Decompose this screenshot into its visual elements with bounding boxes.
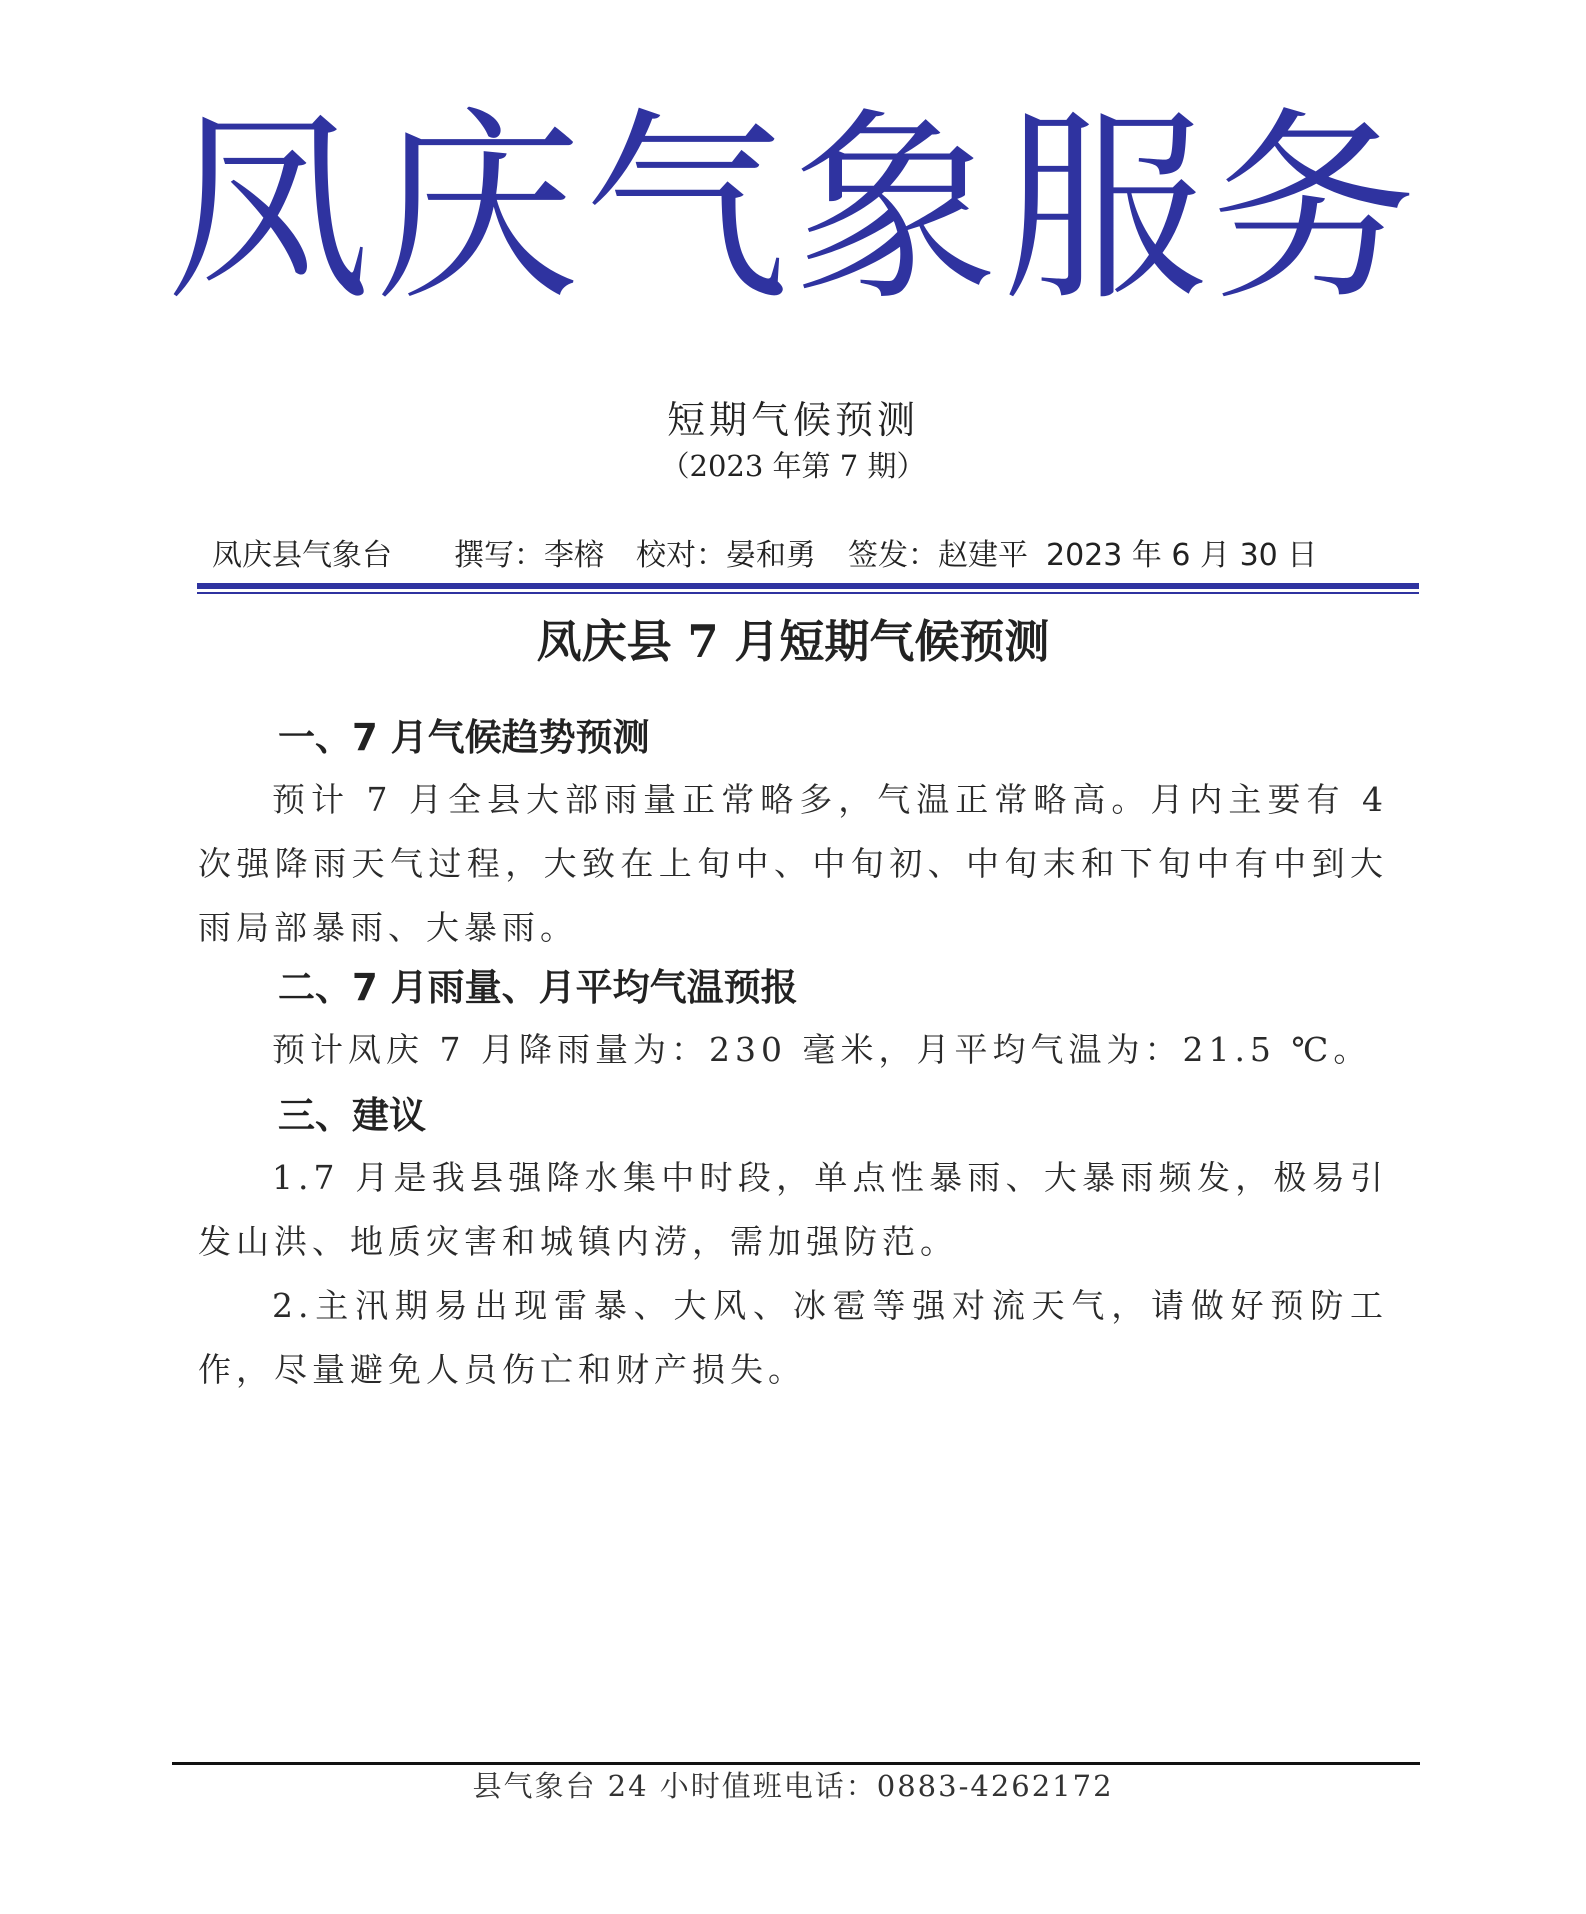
info-line: [212, 533, 1317, 579]
footer-hotline: 县气象台 24 小时值班电话：0883-4262172: [472, 1769, 1114, 1803]
paragraph-trend: 预计 7 月全县大部雨量正常略多，气温正常略高。月内主要有 4 次强降雨天气过程，大致在上旬中、中旬初、中旬末和下旬中有中到大雨局部暴雨、大暴雨。: [198, 780, 1388, 947]
proofreader: 校对：晏和勇: [636, 538, 816, 573]
issue-number: （2023 年第 7 期）: [660, 449, 926, 483]
section-heading-advice: 三、建议: [278, 1094, 426, 1137]
issuer: 签发：赵建平: [848, 538, 1028, 573]
station-name: 凤庆县气象台: [212, 538, 392, 573]
section-heading-forecast: 二、7 月雨量、月平均气温预报: [278, 966, 798, 1009]
publication-name: 短期气候预测: [666, 398, 919, 442]
header-divider-thin: [197, 592, 1419, 594]
section-heading-trend: 一、7 月气候趋势预测: [278, 716, 650, 759]
paragraph-advice-2: 2.主汛期易出现雷暴、大风、冰雹等强对流天气，请做好预防工作，尽量避免人员伤亡和财产损失。: [198, 1286, 1388, 1389]
paragraph-forecast: 预计凤庆 7 月降雨量为：230 毫米，月平均气温为：21.5 ℃。: [272, 1030, 1372, 1069]
masthead-title: 凤庆气象服务: [166, 91, 1420, 329]
issue-date: 2023 年 6 月 30 日: [1046, 538, 1318, 573]
paragraph-advice-1: 1.7 月是我县强降水集中时段，单点性暴雨、大暴雨频发，极易引发山洪、地质灾害和城镇内涝，需加强防范。: [198, 1158, 1388, 1261]
writer: 撰写：李榕: [454, 538, 604, 573]
article-title: 凤庆县 7 月短期气候预测: [536, 615, 1050, 668]
header-divider-thick: [197, 583, 1419, 589]
footer-divider: [172, 1762, 1420, 1765]
